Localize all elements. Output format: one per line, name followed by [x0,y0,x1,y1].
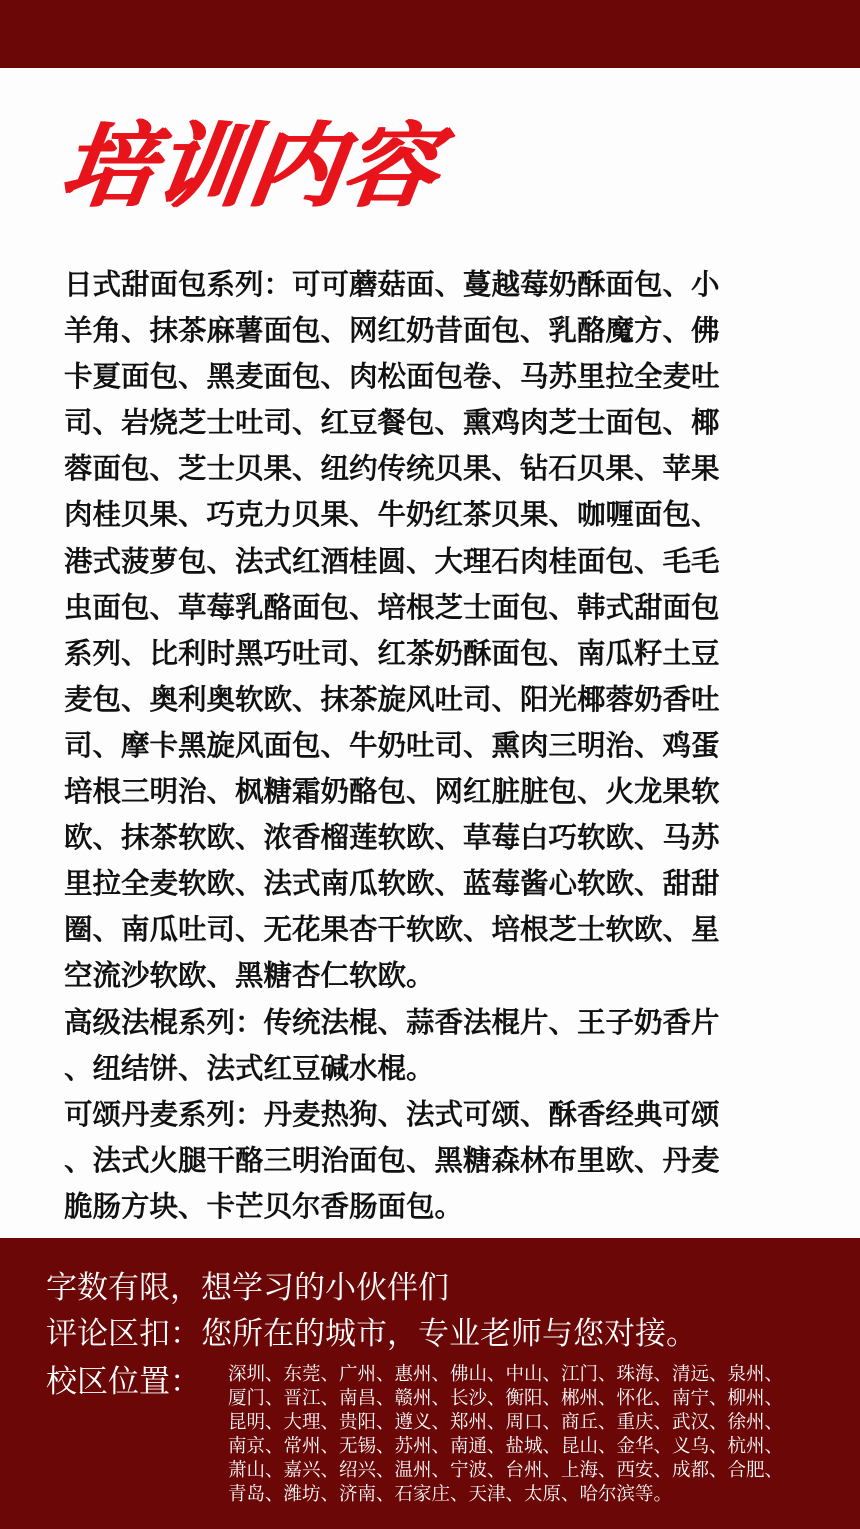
content-line: 、纽结饼、法式红豆碱水棍。 [64,1051,435,1085]
content-line: 空流沙软欧、黑糖杏仁软欧。 [64,959,435,993]
content-line: 可颂丹麦系列：丹麦热狗、法式可颂、酥香经典可颂 [64,1097,720,1131]
content-line: 高级法棍系列：传统法棍、蒜香法棍片、王子奶香片 [64,1005,720,1039]
content-line: 麦包、奥利奥软欧、抹茶旋风吐司、阳光椰蓉奶香吐 [64,682,720,716]
cities-line: 萧山、嘉兴、绍兴、温州、宁波、台州、上海、西安、成都、合肥、 [228,1460,784,1481]
content-line: 卡夏面包、黑麦面包、肉松面包卷、马苏里拉全麦吐 [64,360,720,394]
cities-line: 昆明、大理、贵阳、遵义、郑州、周口、商丘、重庆、武汉、徐州、 [228,1412,784,1433]
campus-cities [228,1363,828,1507]
content-line: 蓉面包、芝士贝果、纽约传统贝果、钻石贝果、苹果 [64,452,720,486]
training-content [64,262,784,1230]
footer-line-2: 评论区扣：您所在的城市，专业老师与您对接。 [46,1316,697,1352]
content-line: 港式菠萝包、法式红酒桂圆、大理石肉桂面包、毛毛 [64,544,720,578]
content-line: 里拉全麦软欧、法式南瓜软欧、蓝莓酱心软欧、甜甜 [64,867,720,901]
top-banner [0,0,860,68]
cities-line: 南京、常州、无锡、苏州、南通、盐城、昆山、金华、义乌、杭州、 [228,1436,784,1457]
footer-banner [0,1238,860,1529]
content-line: 系列、比利时黑巧吐司、红茶奶酥面包、南瓜籽土豆 [64,636,720,670]
content-line: 脆肠方块、卡芒贝尔香肠面包。 [64,1189,464,1223]
campus-label: 校区位置： [46,1364,201,1400]
content-line: 圈、南瓜吐司、无花果杏干软欧、培根芝士软欧、星 [64,913,720,947]
content-line: 虫面包、草莓乳酪面包、培根芝士面包、韩式甜面包 [64,590,720,624]
content-line: 司、岩烧芝士吐司、红豆餐包、熏鸡肉芝士面包、椰 [64,406,720,440]
content-line: 羊角、抹茶麻薯面包、网红奶昔面包、乳酪魔方、佛 [64,314,720,348]
content-line: 、法式火腿干酪三明治面包、黑糖森林布里欧、丹麦 [64,1143,720,1177]
content-line: 日式甜面包系列：可可蘑菇面、蔓越莓奶酥面包、小 [64,268,720,301]
page-title: 培训内容 [54,113,446,220]
cities-line: 深圳、东莞、广州、惠州、佛山、中山、江门、珠海、清远、泉州、 [228,1364,784,1385]
content-line: 培根三明治、枫糖霜奶酪包、网红脏脏包、火龙果软 [64,775,720,809]
cities-line: 青岛、潍坊、济南、石家庄、天津、太原、哈尔滨等。 [228,1484,673,1505]
content-line: 司、摩卡黑旋风面包、牛奶吐司、熏肉三明治、鸡蛋 [64,728,720,762]
content-line: 欧、抹茶软欧、浓香榴莲软欧、草莓白巧软欧、马苏 [64,821,720,855]
content-line: 肉桂贝果、巧克力贝果、牛奶红茶贝果、咖喱面包、 [64,498,720,532]
footer-line-1: 字数有限，想学习的小伙伴们 [46,1270,449,1306]
cities-line: 厦门、晋江、南昌、赣州、长沙、衡阳、郴州、怀化、南宁、柳州、 [228,1388,784,1409]
